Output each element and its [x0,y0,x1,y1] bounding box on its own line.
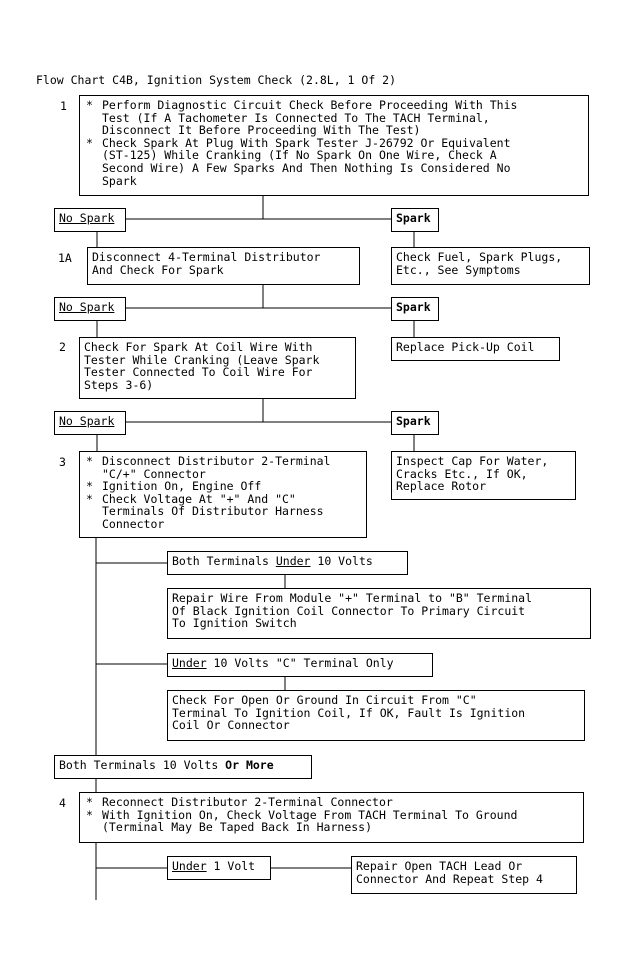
step-2-box: Check For Spark At Coil Wire With Tester While Cranking (Leave Spark Tester Connected To Coil Wire For Steps 3-6) [79,337,356,399]
step-3-item: * Disconnect Distributor 2-Terminal "C/+" Connector [84,455,362,480]
condition-c-terminal-only: Under 10 Volts "C" Terminal Only [167,653,433,677]
fix-repair-tach-lead-box: Repair Open TACH Lead Or Connector And Repeat Step 4 [351,856,577,894]
step-3-item: * Ignition On, Engine Off [84,480,362,493]
result-check-fuel-box: Check Fuel, Spark Plugs, Etc., See Symptoms [391,247,590,285]
condition-both-under-10v: Both Terminals Under 10 Volts [167,551,408,575]
spark-label: Spark [391,208,439,232]
no-spark-label: No Spark [54,411,126,435]
result-replace-pickup-coil-box: Replace Pick-Up Coil [391,337,560,361]
step-1-item: * Check Spark At Plug With Spark Tester J-26792 Or Equivalent (ST-125) While Cranking (If No Spark On One Wire, Check A Second Wire) A Few Sparks And Then Nothing Is Considered No Spark [84,137,584,187]
step-number-1a: 1A [58,251,72,265]
result-inspect-cap-box: Inspect Cap For Water, Cracks Etc., If OK, Replace Rotor [391,451,576,500]
step-1a-box: Disconnect 4-Terminal Distributor And Check For Spark [87,247,360,285]
step-number-3: 3 [59,455,66,469]
step-4-item: * With Ignition On, Check Voltage From TACH Terminal To Ground (Terminal May Be Taped Back In Harness) [84,809,579,834]
condition-under-1v: Under 1 Volt [167,856,271,880]
no-spark-label: No Spark [54,297,126,321]
spark-label: Spark [391,411,439,435]
fix-check-open-ground-box: Check For Open Or Ground In Circuit From "C" Terminal To Ignition Coil, If OK, Fault Is Ignition Coil Or Connector [167,690,585,741]
step-4-item: * Reconnect Distributor 2-Terminal Connector [84,796,579,809]
step-1-box [79,95,589,196]
condition-both-10v-or-more: Both Terminals 10 Volts Or More [54,755,312,779]
step-number-2: 2 [59,340,66,354]
step-4-box [79,792,584,843]
page-title: Flow Chart C4B, Ignition System Check (2.8L, 1 Of 2) [36,73,397,87]
step-1-item: * Perform Diagnostic Circuit Check Before Proceeding With This Test (If A Tachometer Is Connected To The TACH Terminal, Disconnect It Before Proceeding With The Test) [84,99,584,137]
step-3-box [79,451,367,538]
no-spark-label: No Spark [54,208,126,232]
spark-label: Spark [391,297,439,321]
step-3-item: * Check Voltage At "+" And "C" Terminals Of Distributor Harness Connector [84,493,362,531]
step-number-4: 4 [59,796,66,810]
step-number-1: 1 [60,99,67,113]
fix-repair-wire-box: Repair Wire From Module "+" Terminal to "B" Terminal Of Black Ignition Coil Connector To Primary Circuit To Ignition Switch [167,588,591,639]
